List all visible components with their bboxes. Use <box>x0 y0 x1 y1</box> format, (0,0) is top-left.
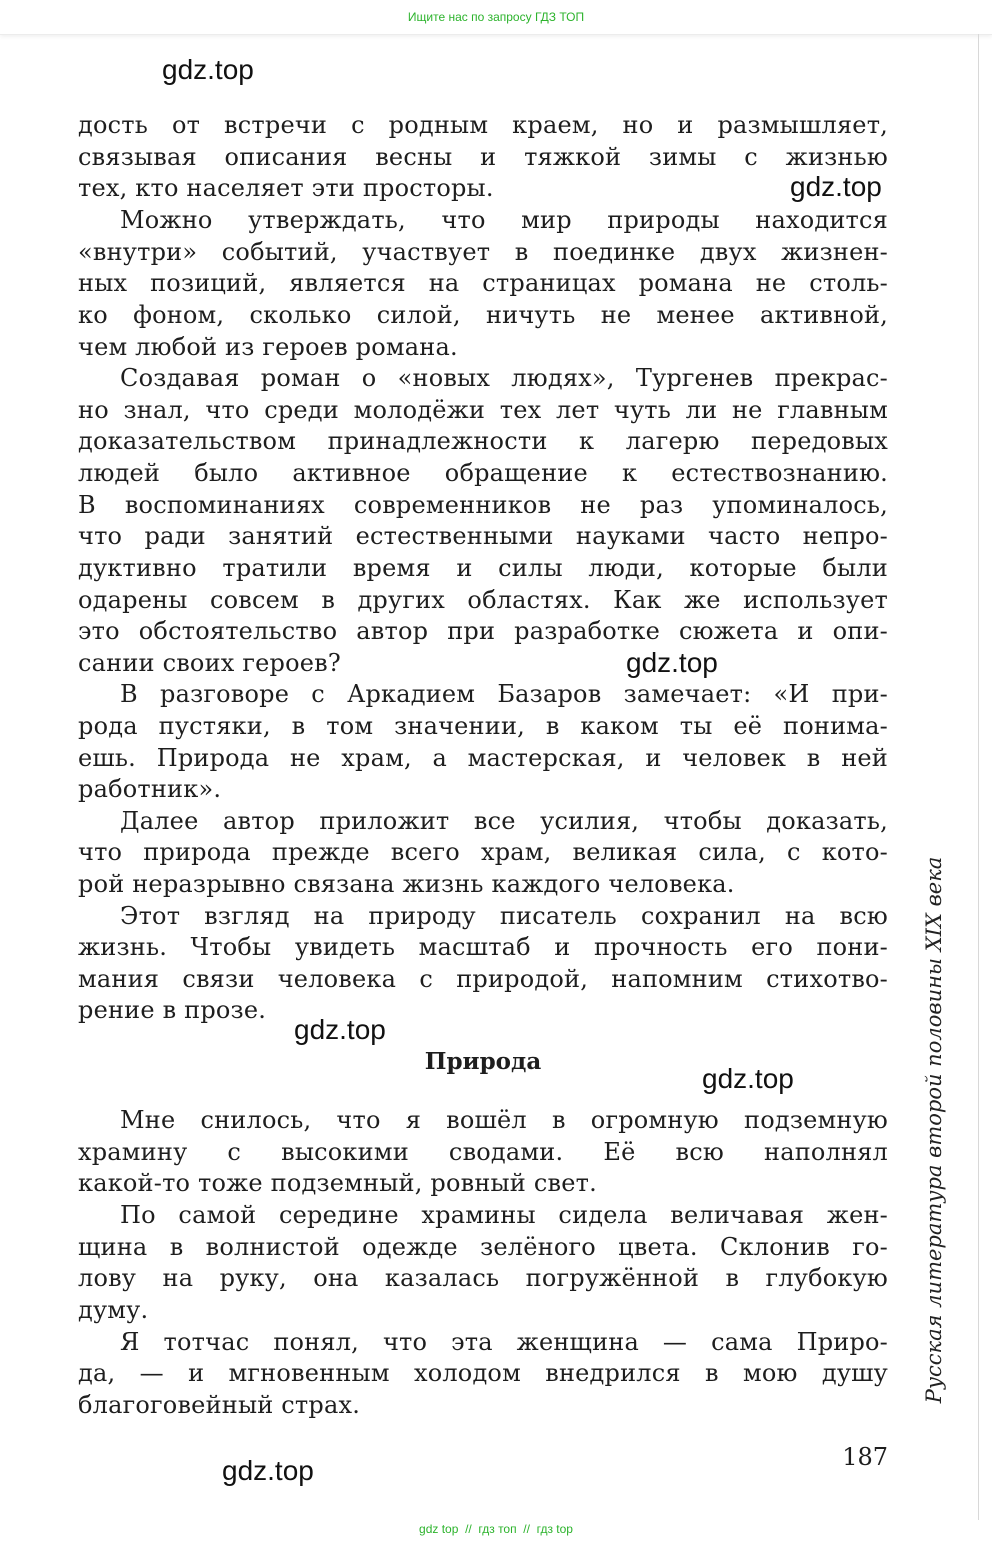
text-line: что природа прежде всего храм, великая сила, с кото- <box>78 838 888 866</box>
top-banner <box>0 0 992 35</box>
top-banner-text: Ищите нас по запросу ГДЗ ТОП <box>407 10 585 24</box>
text-line: По самой середине храмины сидела величавая жен- <box>120 1201 888 1229</box>
text-line: В разговоре с Аркадием Базаров замечает: «И при- <box>120 680 888 708</box>
watermark: gdz.top <box>222 1455 314 1486</box>
text-line: Этот взгляд на природу писатель сохранил на всю <box>120 902 888 930</box>
text-line: щина в волнистой одежде зелёного цвета. Склонив го- <box>78 1233 888 1261</box>
text-line: храмину с высокими сводами. Её всю наполнял <box>78 1138 888 1166</box>
text-line: рение в прозе. <box>78 996 267 1024</box>
text-line: что ради занятий естественными науками часто непро- <box>78 522 888 550</box>
text-line: дость от встречи с родным краем, но и размышляет, <box>78 111 888 139</box>
sidebar-section-text: Русская литература второй половины XIX века <box>922 856 946 1404</box>
text-line: чем любой из героев романа. <box>78 333 458 361</box>
watermark: gdz.top <box>790 171 882 202</box>
poem-heading: Природа <box>424 1048 542 1075</box>
text-line: ешь. Природа не храм, а мастерская, и человек в ней <box>78 744 888 772</box>
text-line: Создавая роман о «новых людях», Тургенев прекрас- <box>120 364 888 392</box>
text-line: ных позиций, является на страницах романа не столь- <box>78 269 888 297</box>
text-line: да, — и мгновенным холодом внедрился в мою душу <box>78 1359 888 1387</box>
text-line: связывая описания весны и тяжкой зимы с жизнью <box>78 143 888 171</box>
text-line: одарены совсем в других областях. Как же использует <box>78 586 888 614</box>
watermark: gdz.top <box>702 1063 794 1094</box>
footer-text: gdz top // гдз топ // гдз top <box>419 1522 573 1536</box>
text-line: людей было активное обращение к естествознанию. <box>78 459 888 487</box>
right-border-line <box>978 34 979 1520</box>
text-line: В воспоминаниях современников не раз упоминалось, <box>78 491 888 519</box>
text-line: думу. <box>78 1296 149 1324</box>
text-line: ко фоном, сколько силой, ничуть не менее активной, <box>78 301 888 329</box>
text-line: дуктивно тратили время и силы люди, которые были <box>78 554 888 582</box>
watermark: gdz.top <box>162 54 254 85</box>
watermark: gdz.top <box>294 1014 386 1045</box>
text-line: тех, кто населяет эти просторы. <box>78 174 494 202</box>
text-line: Мне снилось, что я вошёл в огромную подземную <box>120 1106 888 1134</box>
text-line: Далее автор приложит все усилия, чтобы доказать, <box>120 807 888 835</box>
text-line: доказательством принадлежности к лагерю передовых <box>78 427 888 455</box>
text-line: сании своих героев? <box>78 649 341 677</box>
text-line: работник». <box>78 775 222 803</box>
footer-links <box>0 1522 992 1542</box>
page-number: 187 <box>842 1443 888 1471</box>
text-line: благоговейный страх. <box>78 1391 361 1419</box>
text-line: это обстоятельство автор при разработке сюжета и опи- <box>78 617 888 645</box>
text-line: но знал, что среди молодёжи тех лет чуть ли не главным <box>78 396 888 424</box>
text-line: рой неразрывно связана жизнь каждого человека. <box>78 870 735 898</box>
text-line: Можно утверждать, что мир природы находится <box>120 206 888 234</box>
text-line: лову на руку, она казалась погружённой в глубокую <box>78 1264 888 1292</box>
text-line: «внутри» событий, участвует в поединке двух жизнен- <box>78 238 888 266</box>
text-line: какой-то тоже подземный, ровный свет. <box>78 1169 597 1197</box>
text-line: мания связи человека с природой, напомним стихотво- <box>78 965 888 993</box>
text-line: жизнь. Чтобы увидеть масштаб и прочность его пони- <box>78 933 888 961</box>
text-line: Я тотчас понял, что эта женщина — сама Приро- <box>120 1328 888 1356</box>
watermark: gdz.top <box>626 647 718 678</box>
text-line: рода пустяки, в том значении, в каком ты её понима- <box>78 712 888 740</box>
